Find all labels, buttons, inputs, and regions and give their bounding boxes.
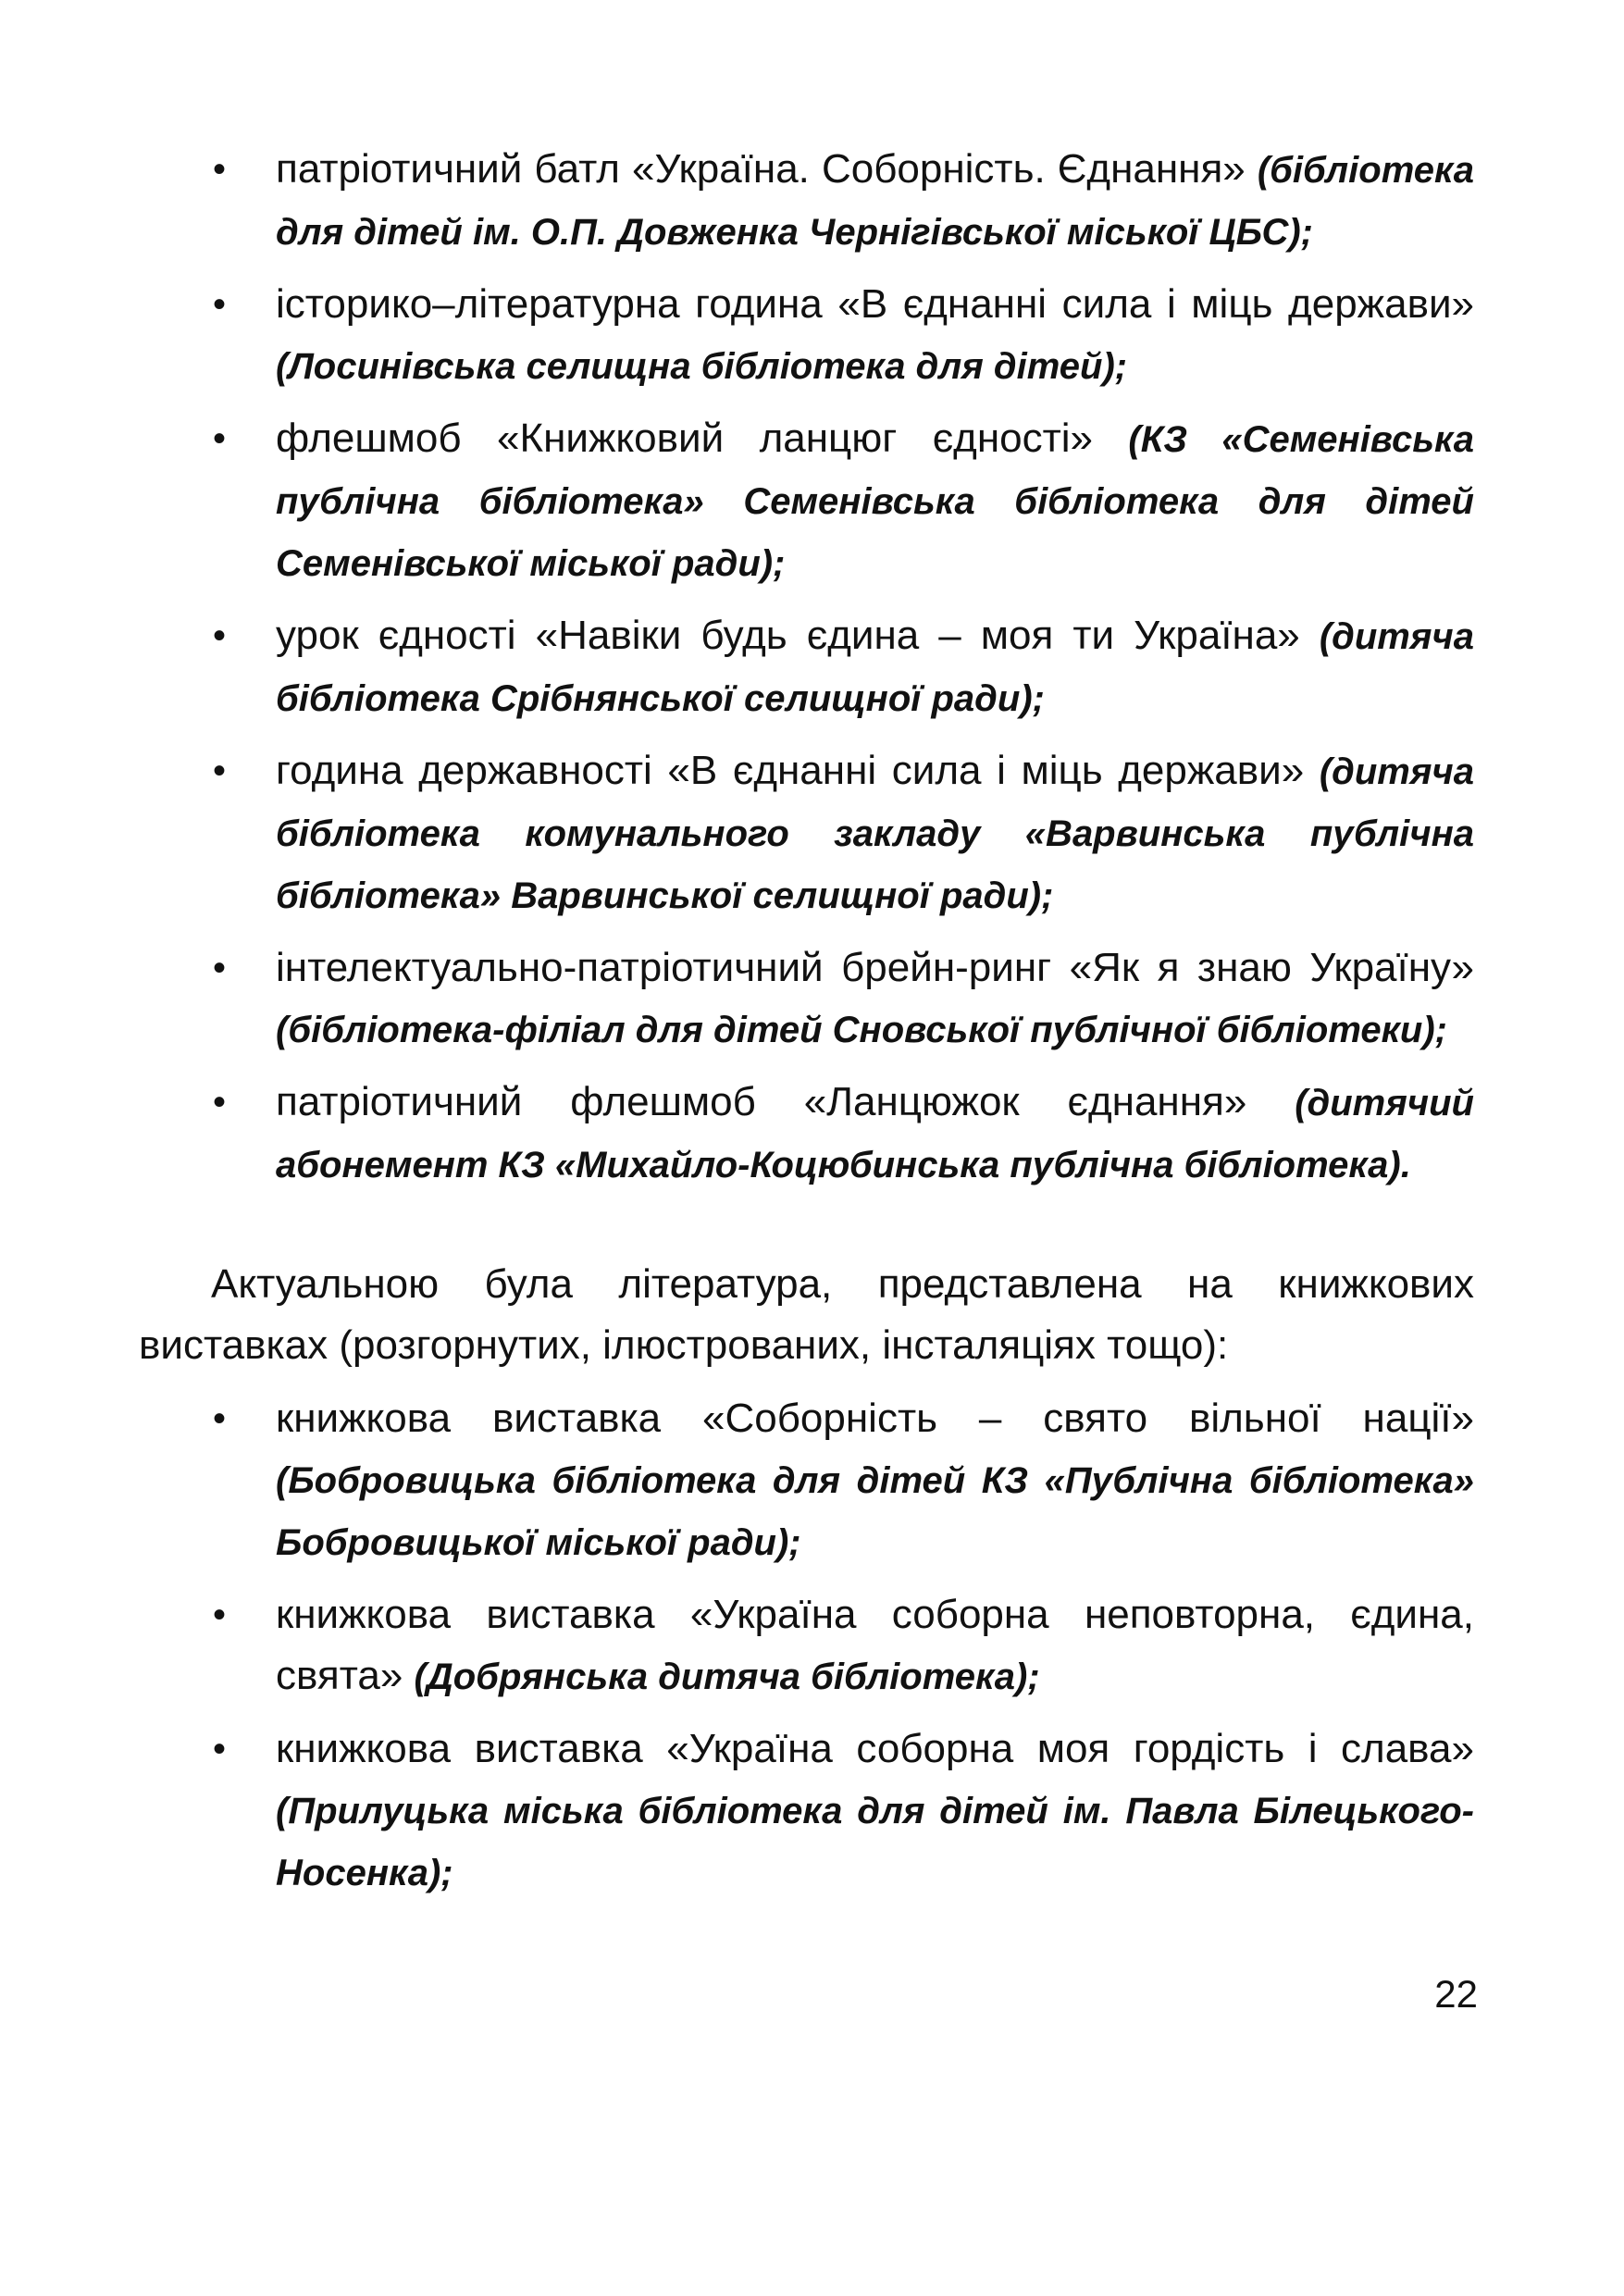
list-item [139,139,1474,263]
list-item [139,605,1474,729]
item-text: книжкова виставка «Україна соборна моя гордість і слава» [276,1726,1474,1771]
list-item [139,1388,1474,1573]
item-source: (Лосинівська селищна бібліотека для дітей); [276,346,1128,387]
bullet-icon: • [213,1595,227,1635]
body-paragraph: Актуальною була література, представлена на книжкових виставках (розгорнутих, ілюстрованих, інсталяціях тощо): [139,1261,1474,1368]
list-item [139,408,1474,594]
list-item [139,1584,1474,1707]
list-item [139,1719,1474,1904]
bullet-icon: • [213,1729,227,1769]
item-source: (Бобровицька бібліотека для дітей КЗ «Публічна бібліотека» Бобровицької міської ради); [276,1460,1474,1563]
item-source: (бібліотека-філіал для дітей Сновської публічної бібліотеки); [276,1010,1447,1050]
item-source: (дитячий абонемент КЗ «Михайло-Коцюбинська публічна бібліотека). [276,1083,1474,1185]
item-text: флешмоб «Книжковий ланцюг єдності» [276,416,1129,461]
list-item [139,1072,1474,1196]
item-source: (дитяча бібліотека комунального закладу «Варвинська публічна бібліотека» Варвинської селищної ради); [276,751,1474,916]
item-source: (бібліотека для дітей ім. О.П. Довженка Чернігівської міської ЦБС); [276,150,1474,253]
bullet-icon: • [213,149,227,190]
item-text: патріотичний флешмоб «Ланцюжок єднання» [276,1079,1295,1124]
bullet-icon: • [213,948,227,988]
item-text: історико–літературна година «В єднанні сила і міць держави» [276,281,1474,327]
item-source: (дитяча бібліотека Срібнянської селищної ради); [276,616,1474,719]
list-item [139,740,1474,926]
bullet-icon: • [213,284,227,325]
item-source: (Добрянська дитяча бібліотека); [414,1657,1040,1697]
bullet-icon: • [213,751,227,791]
item-text: інтелектуально-патріотичний брейн-ринг «Як я знаю Україну» [276,945,1474,990]
item-text: урок єдності «Навіки будь єдина – моя ти Україна» [276,613,1320,658]
events-list [139,139,1474,1207]
bullet-icon: • [213,1398,227,1439]
list-item [139,937,1474,1061]
bullet-icon: • [213,615,227,656]
page-number: 22 [1434,1972,1478,2016]
item-text: книжкова виставка «Україна соборна неповторна, єдина, свята» [276,1592,1474,1698]
item-text: година державності «В єднанні сила і міць держави» [276,748,1320,793]
item-source: (КЗ «Семенівська публічна бібліотека» Семенівська бібліотека для дітей Семенівської міської ради); [276,419,1474,584]
item-text: книжкова виставка «Соборність – свято вільної нації» [276,1396,1474,1441]
bullet-icon: • [213,1082,227,1123]
exhibitions-list [139,1388,1474,1915]
item-text: патріотичний батл «Україна. Соборність. Єднання» [276,146,1258,192]
item-source: (Прилуцька міська бібліотека для дітей ім. Павла Білецького-Носенка); [276,1791,1474,1893]
list-item [139,274,1474,397]
bullet-icon: • [213,418,227,459]
